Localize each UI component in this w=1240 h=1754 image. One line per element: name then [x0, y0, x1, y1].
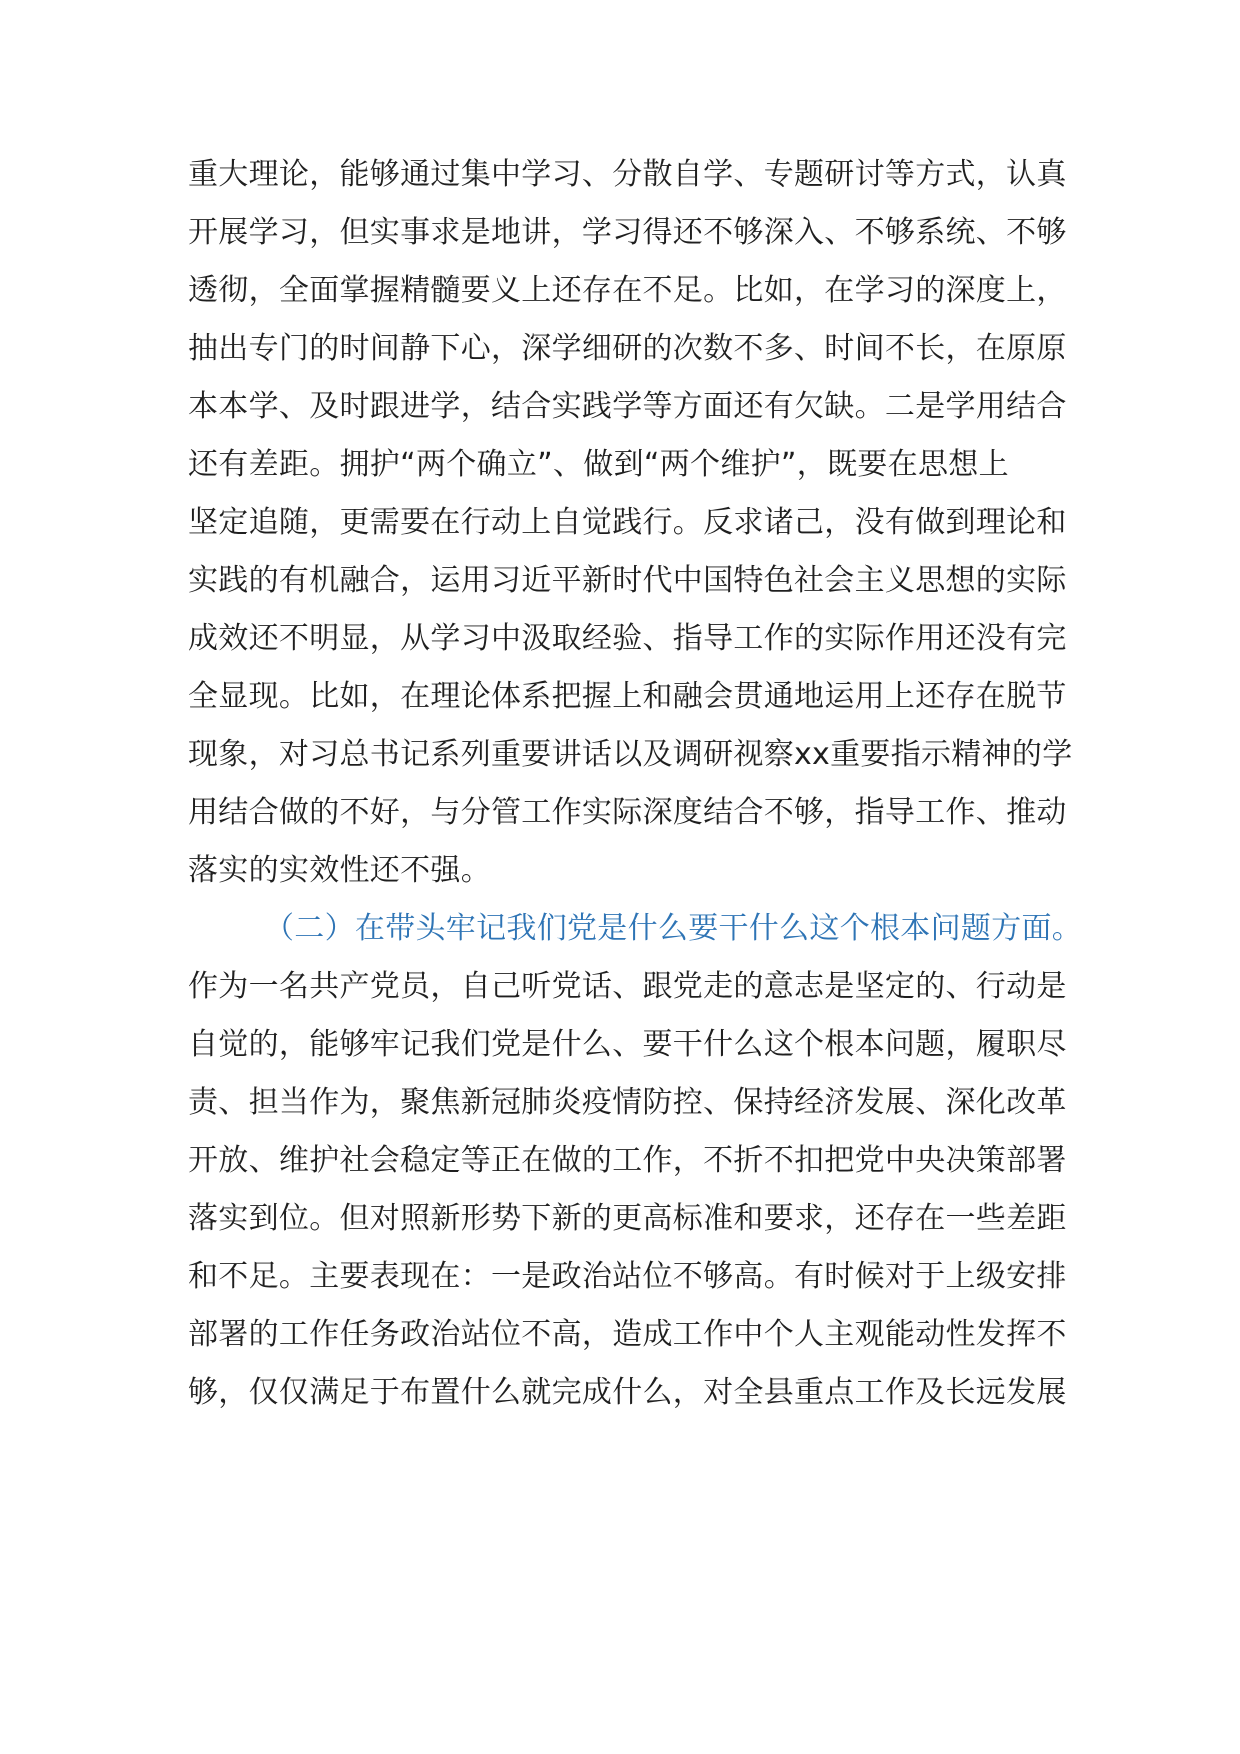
paragraph-line: 开放、维护社会稳定等正在做的工作，不折不扣把党中央决策部署: [188, 1143, 1067, 1178]
paragraph-line: 重大理论，能够通过集中学习、分散自学、专题研讨等方式，认真: [188, 157, 1067, 192]
paragraph-line: 自觉的，能够牢记我们党是什么、要干什么这个根本问题，履职尽: [188, 1027, 1067, 1062]
paragraph-line: 现象，对习总书记系列重要讲话以及调研视察xx重要指示精神的学: [188, 737, 1073, 772]
paragraph-line: 够，仅仅满足于布置什么就完成什么，对全县重点工作及长远发展: [188, 1375, 1067, 1410]
section-heading: （二）在带头牢记我们党是什么要干什么这个根本问题方面。: [264, 911, 1083, 946]
paragraph-line: 责、担当作为，聚焦新冠肺炎疫情防控、保持经济发展、深化改革: [188, 1085, 1067, 1120]
paragraph-line: 开展学习，但实事求是地讲，学习得还不够深入、不够系统、不够: [188, 215, 1067, 250]
paragraph-line: 部署的工作任务政治站位不高，造成工作中个人主观能动性发挥不: [188, 1317, 1067, 1352]
paragraph-line: 成效还不明显，从学习中汲取经验、指导工作的实际作用还没有完: [188, 621, 1067, 656]
paragraph-line: 坚定追随，更需要在行动上自觉践行。反求诸己，没有做到理论和: [188, 505, 1067, 540]
paragraph-line: 全显现。比如，在理论体系把握上和融会贯通地运用上还存在脱节: [188, 679, 1067, 714]
paragraph-line: 和不足。主要表现在：一是政治站位不够高。有时候对于上级安排: [188, 1259, 1067, 1294]
paragraph-line: 本本学、及时跟进学，结合实践学等方面还有欠缺。二是学用结合: [188, 389, 1067, 424]
paragraph-line: 抽出专门的时间静下心，深学细研的次数不多、时间不长，在原原: [188, 331, 1067, 366]
paragraph-line: 透彻，全面掌握精髓要义上还存在不足。比如，在学习的深度上，: [188, 273, 1067, 308]
paragraph-line: 还有差距。拥护“两个确立”、做到“两个维护”，既要在思想上: [188, 447, 1009, 482]
paragraph-line: 落实到位。但对照新形势下新的更高标准和要求，还存在一些差距: [188, 1201, 1067, 1236]
paragraph-line: 作为一名共产党员，自己听党话、跟党走的意志是坚定的、行动是: [188, 969, 1067, 1004]
paragraph-line: 用结合做的不好，与分管工作实际深度结合不够，指导工作、推动: [188, 795, 1067, 830]
paragraph-line: 实践的有机融合，运用习近平新时代中国特色社会主义思想的实际: [188, 563, 1067, 598]
paragraph-line: 落实的实效性还不强。: [188, 853, 491, 888]
